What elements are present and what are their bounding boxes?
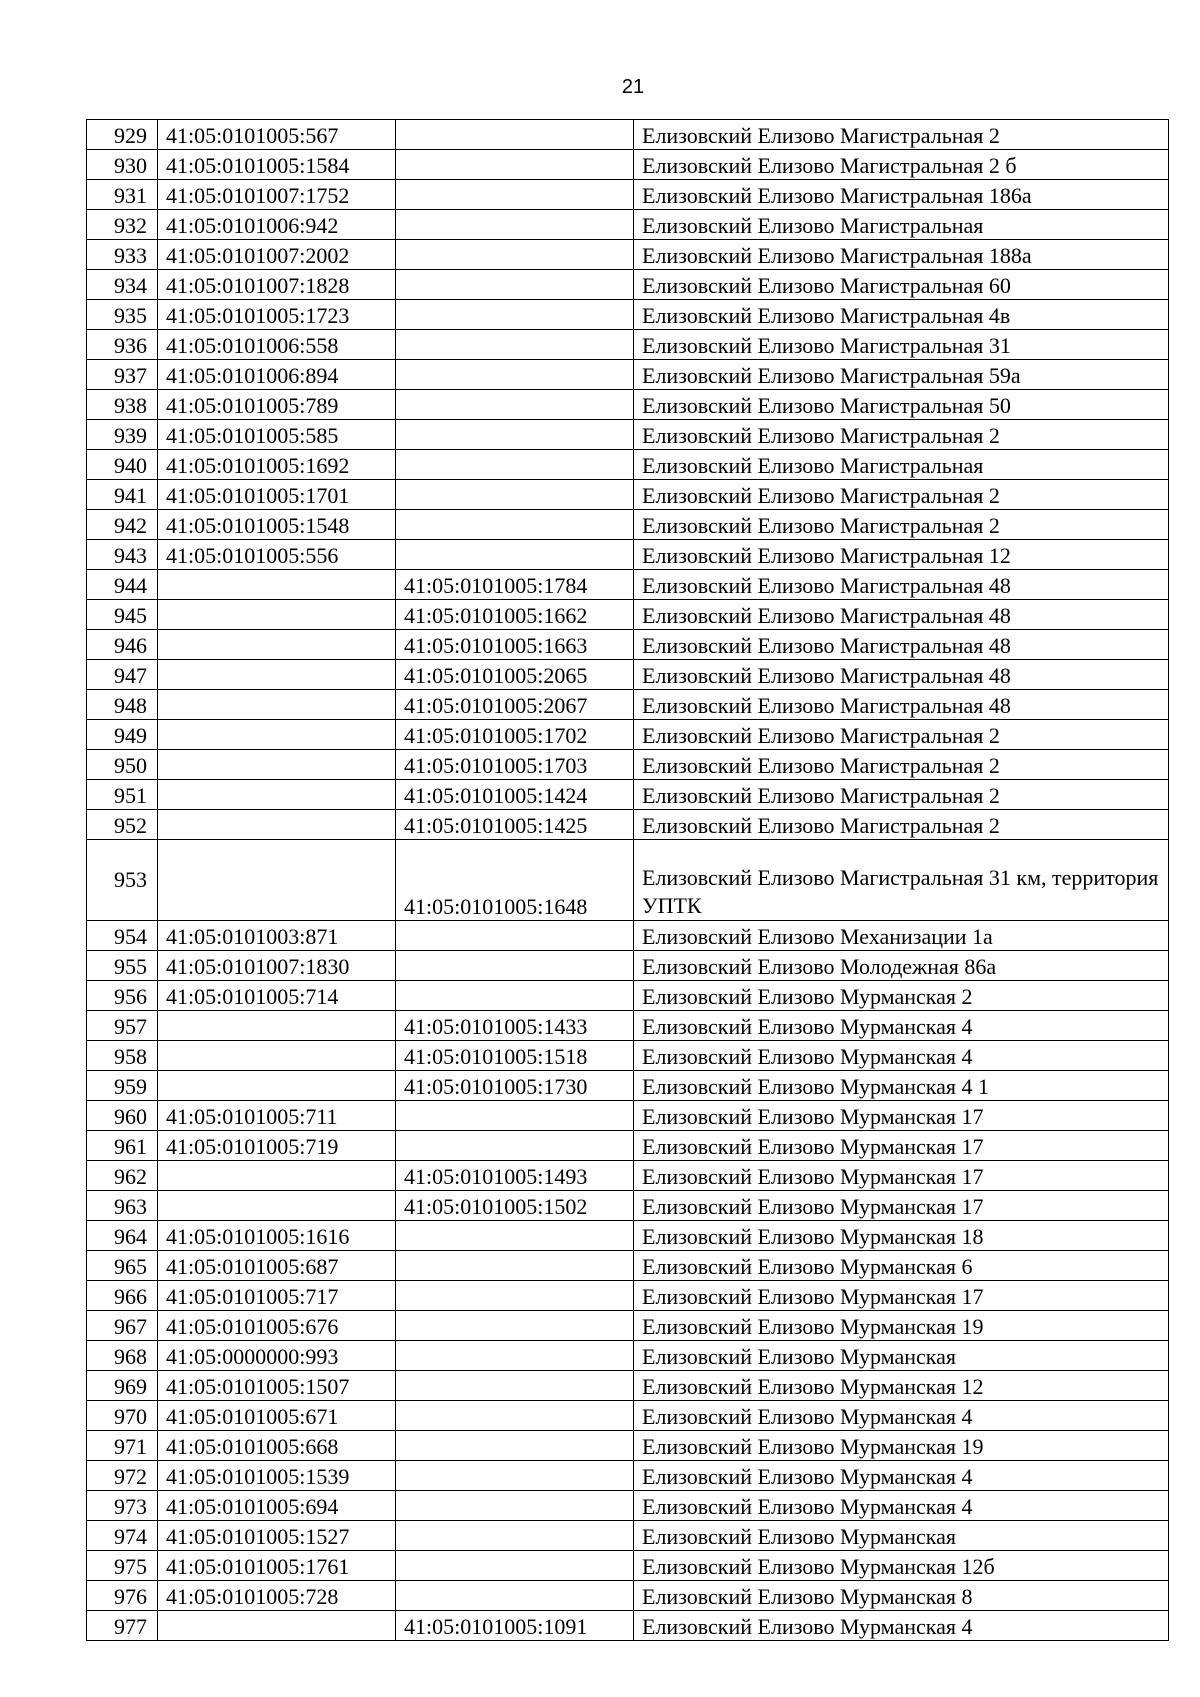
address-cell: Елизовский Елизово Магистральная 4в (634, 300, 1169, 330)
row-number-cell: 953 (87, 840, 158, 921)
related-cadastral-number-cell (396, 1221, 634, 1251)
related-cadastral-number-cell (396, 210, 634, 240)
related-cadastral-number-cell (396, 1581, 634, 1611)
cadastral-number-cell: 41:05:0101005:668 (158, 1431, 396, 1461)
cadastral-number-cell (158, 660, 396, 690)
row-number-cell: 931 (87, 180, 158, 210)
row-number-cell: 932 (87, 210, 158, 240)
row-number-cell: 959 (87, 1071, 158, 1101)
address-cell: Елизовский Елизово Мурманская 4 (634, 1461, 1169, 1491)
table-row (87, 450, 1169, 480)
row-number-cell: 967 (87, 1311, 158, 1341)
cadastral-number-cell: 41:05:0101005:687 (158, 1251, 396, 1281)
table-row (87, 1521, 1169, 1551)
table-row (87, 1251, 1169, 1281)
cadastral-number-cell: 41:05:0101005:671 (158, 1401, 396, 1431)
table-row (87, 840, 1169, 921)
row-number-cell: 940 (87, 450, 158, 480)
address-cell: Елизовский Елизово Магистральная 48 (634, 570, 1169, 600)
table-row (87, 270, 1169, 300)
related-cadastral-number-cell (396, 540, 634, 570)
cadastral-number-cell (158, 750, 396, 780)
registry-body (87, 120, 1169, 1641)
table-row (87, 390, 1169, 420)
cadastral-number-cell (158, 1611, 396, 1641)
address-cell: Елизовский Елизово Механизации 1а (634, 921, 1169, 951)
row-number-cell: 954 (87, 921, 158, 951)
address-cell: Елизовский Елизово Мурманская 4 (634, 1611, 1169, 1641)
related-cadastral-number-cell: 41:05:0101005:1493 (396, 1161, 634, 1191)
row-number-cell: 945 (87, 600, 158, 630)
related-cadastral-number-cell (396, 1251, 634, 1281)
related-cadastral-number-cell (396, 1551, 634, 1581)
row-number-cell: 968 (87, 1341, 158, 1371)
table-row (87, 570, 1169, 600)
cadastral-number-cell (158, 780, 396, 810)
related-cadastral-number-cell (396, 1491, 634, 1521)
related-cadastral-number-cell: 41:05:0101005:1502 (396, 1191, 634, 1221)
related-cadastral-number-cell: 41:05:0101005:1702 (396, 720, 634, 750)
related-cadastral-number-cell (396, 1311, 634, 1341)
related-cadastral-number-cell: 41:05:0101005:1433 (396, 1011, 634, 1041)
cadastral-number-cell: 41:05:0101005:1539 (158, 1461, 396, 1491)
cadastral-number-cell: 41:05:0101005:676 (158, 1311, 396, 1341)
address-cell: Елизовский Елизово Магистральная 59а (634, 360, 1169, 390)
cadastral-number-cell (158, 1191, 396, 1221)
table-row (87, 951, 1169, 981)
table-row (87, 1071, 1169, 1101)
cadastral-number-cell: 41:05:0101005:1761 (158, 1551, 396, 1581)
related-cadastral-number-cell (396, 420, 634, 450)
row-number-cell: 943 (87, 540, 158, 570)
cadastral-number-cell (158, 630, 396, 660)
table-row (87, 240, 1169, 270)
row-number-cell: 929 (87, 120, 158, 150)
row-number-cell: 938 (87, 390, 158, 420)
table-row (87, 600, 1169, 630)
row-number-cell: 962 (87, 1161, 158, 1191)
table-row (87, 630, 1169, 660)
registry-table (86, 119, 1169, 1641)
related-cadastral-number-cell (396, 1101, 634, 1131)
address-cell: Елизовский Елизово Мурманская 4 (634, 1041, 1169, 1071)
row-number-cell: 977 (87, 1611, 158, 1641)
address-cell: Елизовский Елизово Мурманская 18 (634, 1221, 1169, 1251)
cadastral-number-cell: 41:05:0101007:1830 (158, 951, 396, 981)
row-number-cell: 936 (87, 330, 158, 360)
table-row (87, 750, 1169, 780)
address-cell: Елизовский Елизово Магистральная 48 (634, 660, 1169, 690)
table-row (87, 330, 1169, 360)
address-cell: Елизовский Елизово Магистральная 48 (634, 600, 1169, 630)
row-number-cell: 958 (87, 1041, 158, 1071)
cadastral-number-cell: 41:05:0101007:1752 (158, 180, 396, 210)
related-cadastral-number-cell: 41:05:0101005:1091 (396, 1611, 634, 1641)
table-row (87, 1401, 1169, 1431)
cadastral-number-cell: 41:05:0101006:558 (158, 330, 396, 360)
table-row (87, 480, 1169, 510)
row-number-cell: 970 (87, 1401, 158, 1431)
address-cell: Елизовский Елизово Магистральная 2 (634, 420, 1169, 450)
cadastral-number-cell (158, 570, 396, 600)
row-number-cell: 964 (87, 1221, 158, 1251)
address-cell: Елизовский Елизово Магистральная 188а (634, 240, 1169, 270)
table-row (87, 1281, 1169, 1311)
table-row (87, 1371, 1169, 1401)
cadastral-number-cell: 41:05:0101005:714 (158, 981, 396, 1011)
related-cadastral-number-cell: 41:05:0101005:1703 (396, 750, 634, 780)
cadastral-number-cell: 41:05:0101005:1723 (158, 300, 396, 330)
related-cadastral-number-cell (396, 1431, 634, 1461)
table-row (87, 1221, 1169, 1251)
address-cell: Елизовский Елизово Мурманская 17 (634, 1101, 1169, 1131)
cadastral-number-cell: 41:05:0101005:1616 (158, 1221, 396, 1251)
address-cell: Елизовский Елизово Магистральная 12 (634, 540, 1169, 570)
address-cell: Елизовский Елизово Магистральная 2 (634, 780, 1169, 810)
related-cadastral-number-cell (396, 180, 634, 210)
row-number-cell: 952 (87, 810, 158, 840)
related-cadastral-number-cell: 41:05:0101005:1424 (396, 780, 634, 810)
table-row (87, 540, 1169, 570)
cadastral-number-cell: 41:05:0101007:2002 (158, 240, 396, 270)
address-cell: Елизовский Елизово Мурманская 2 (634, 981, 1169, 1011)
table-row (87, 1341, 1169, 1371)
cadastral-number-cell: 41:05:0101005:567 (158, 120, 396, 150)
row-number-cell: 965 (87, 1251, 158, 1281)
table-row (87, 150, 1169, 180)
address-cell: Елизовский Елизово Магистральная 2 (634, 510, 1169, 540)
cadastral-number-cell: 41:05:0101005:711 (158, 1101, 396, 1131)
table-row (87, 1131, 1169, 1161)
table-row (87, 810, 1169, 840)
table-row (87, 1491, 1169, 1521)
related-cadastral-number-cell (396, 981, 634, 1011)
table-row (87, 510, 1169, 540)
cadastral-number-cell: 41:05:0101005:694 (158, 1491, 396, 1521)
related-cadastral-number-cell: 41:05:0101005:2067 (396, 690, 634, 720)
cadastral-number-cell (158, 1161, 396, 1191)
cadastral-number-cell (158, 600, 396, 630)
row-number-cell: 944 (87, 570, 158, 600)
row-number-cell: 963 (87, 1191, 158, 1221)
table-row (87, 1101, 1169, 1131)
related-cadastral-number-cell (396, 360, 634, 390)
row-number-cell: 949 (87, 720, 158, 750)
address-cell: Елизовский Елизово Мурманская 17 (634, 1191, 1169, 1221)
related-cadastral-number-cell: 41:05:0101005:2065 (396, 660, 634, 690)
row-number-cell: 933 (87, 240, 158, 270)
row-number-cell: 974 (87, 1521, 158, 1551)
table-row (87, 180, 1169, 210)
address-cell: Елизовский Елизово Мурманская 19 (634, 1431, 1169, 1461)
row-number-cell: 956 (87, 981, 158, 1011)
row-number-cell: 972 (87, 1461, 158, 1491)
related-cadastral-number-cell (396, 1521, 634, 1551)
table-row (87, 210, 1169, 240)
row-number-cell: 969 (87, 1371, 158, 1401)
cadastral-number-cell: 41:05:0101006:894 (158, 360, 396, 390)
related-cadastral-number-cell (396, 480, 634, 510)
related-cadastral-number-cell (396, 450, 634, 480)
cadastral-number-cell: 41:05:0101005:717 (158, 1281, 396, 1311)
cadastral-number-cell: 41:05:0101006:942 (158, 210, 396, 240)
table-row (87, 1581, 1169, 1611)
table-row (87, 1551, 1169, 1581)
table-row (87, 300, 1169, 330)
address-cell: Елизовский Елизово Мурманская 4 (634, 1491, 1169, 1521)
row-number-cell: 971 (87, 1431, 158, 1461)
row-number-cell: 939 (87, 420, 158, 450)
related-cadastral-number-cell: 41:05:0101005:1663 (396, 630, 634, 660)
address-cell: Елизовский Елизово Магистральная (634, 210, 1169, 240)
cadastral-number-cell (158, 1011, 396, 1041)
table-row (87, 720, 1169, 750)
row-number-cell: 934 (87, 270, 158, 300)
related-cadastral-number-cell: 41:05:0101005:1784 (396, 570, 634, 600)
address-cell: Елизовский Елизово Магистральная 2 (634, 750, 1169, 780)
related-cadastral-number-cell: 41:05:0101005:1662 (396, 600, 634, 630)
row-number-cell: 955 (87, 951, 158, 981)
address-cell: Елизовский Елизово Мурманская 12б (634, 1551, 1169, 1581)
address-cell: Елизовский Елизово Магистральная 60 (634, 270, 1169, 300)
address-cell: Елизовский Елизово Магистральная 2 (634, 480, 1169, 510)
table-row (87, 1431, 1169, 1461)
address-cell: Елизовский Елизово Мурманская (634, 1521, 1169, 1551)
cadastral-number-cell: 41:05:0101003:871 (158, 921, 396, 951)
cadastral-number-cell: 41:05:0101005:1507 (158, 1371, 396, 1401)
related-cadastral-number-cell (396, 120, 634, 150)
row-number-cell: 941 (87, 480, 158, 510)
cadastral-number-cell (158, 1071, 396, 1101)
related-cadastral-number-cell (396, 1371, 634, 1401)
cadastral-number-cell (158, 810, 396, 840)
related-cadastral-number-cell (396, 390, 634, 420)
cadastral-number-cell: 41:05:0101005:1527 (158, 1521, 396, 1551)
table-row (87, 1011, 1169, 1041)
address-cell: Елизовский Елизово Магистральная 2 б (634, 150, 1169, 180)
table-row (87, 780, 1169, 810)
address-cell: Елизовский Елизово Мурманская (634, 1341, 1169, 1371)
cadastral-number-cell: 41:05:0101005:556 (158, 540, 396, 570)
row-number-cell: 930 (87, 150, 158, 180)
address-cell: Елизовский Елизово Магистральная 2 (634, 810, 1169, 840)
address-cell: Елизовский Елизово Магистральная 48 (634, 690, 1169, 720)
cadastral-number-cell (158, 840, 396, 921)
table-row (87, 1461, 1169, 1491)
address-cell: Елизовский Елизово Молодежная 86а (634, 951, 1169, 981)
cadastral-number-cell: 41:05:0101005:789 (158, 390, 396, 420)
table-row (87, 921, 1169, 951)
related-cadastral-number-cell (396, 510, 634, 540)
related-cadastral-number-cell (396, 330, 634, 360)
row-number-cell: 976 (87, 1581, 158, 1611)
related-cadastral-number-cell (396, 951, 634, 981)
table-row (87, 360, 1169, 390)
cadastral-number-cell: 41:05:0101005:1584 (158, 150, 396, 180)
table-row (87, 1311, 1169, 1341)
cadastral-number-cell: 41:05:0101005:719 (158, 1131, 396, 1161)
table-row (87, 420, 1169, 450)
table-row (87, 690, 1169, 720)
row-number-cell: 947 (87, 660, 158, 690)
address-cell: Елизовский Елизово Мурманская 6 (634, 1251, 1169, 1281)
address-cell: Елизовский Елизово Магистральная 186а (634, 180, 1169, 210)
cadastral-number-cell (158, 690, 396, 720)
cadastral-number-cell: 41:05:0000000:993 (158, 1341, 396, 1371)
table-row (87, 1041, 1169, 1071)
address-cell: Елизовский Елизово Магистральная (634, 450, 1169, 480)
related-cadastral-number-cell: 41:05:0101005:1518 (396, 1041, 634, 1071)
address-cell: Елизовский Елизово Магистральная 50 (634, 390, 1169, 420)
cadastral-number-cell (158, 1041, 396, 1071)
address-cell: Елизовский Елизово Мурманская 4 1 (634, 1071, 1169, 1101)
related-cadastral-number-cell (396, 1461, 634, 1491)
related-cadastral-number-cell: 41:05:0101005:1648 (396, 840, 634, 921)
row-number-cell: 950 (87, 750, 158, 780)
row-number-cell: 942 (87, 510, 158, 540)
address-cell: Елизовский Елизово Магистральная 2 (634, 720, 1169, 750)
related-cadastral-number-cell (396, 240, 634, 270)
address-cell: Елизовский Елизово Магистральная 48 (634, 630, 1169, 660)
row-number-cell: 966 (87, 1281, 158, 1311)
cadastral-number-cell: 41:05:0101005:585 (158, 420, 396, 450)
table-row (87, 1161, 1169, 1191)
cadastral-number-cell: 41:05:0101005:1692 (158, 450, 396, 480)
row-number-cell: 961 (87, 1131, 158, 1161)
related-cadastral-number-cell (396, 300, 634, 330)
row-number-cell: 935 (87, 300, 158, 330)
row-number-cell: 960 (87, 1101, 158, 1131)
row-number-cell: 973 (87, 1491, 158, 1521)
address-cell: Елизовский Елизово Магистральная 2 (634, 120, 1169, 150)
address-cell: Елизовский Елизово Мурманская 8 (634, 1581, 1169, 1611)
table-row (87, 1191, 1169, 1221)
address-cell: Елизовский Елизово Мурманская 12 (634, 1371, 1169, 1401)
row-number-cell: 948 (87, 690, 158, 720)
table-row (87, 981, 1169, 1011)
page-number: 21 (621, 76, 645, 98)
table-row (87, 660, 1169, 690)
address-cell: Елизовский Елизово Мурманская 17 (634, 1131, 1169, 1161)
address-cell: Елизовский Елизово Мурманская 4 (634, 1401, 1169, 1431)
cadastral-number-cell (158, 720, 396, 750)
row-number-cell: 951 (87, 780, 158, 810)
related-cadastral-number-cell (396, 150, 634, 180)
cadastral-number-cell: 41:05:0101007:1828 (158, 270, 396, 300)
address-cell: Елизовский Елизово Мурманская 17 (634, 1281, 1169, 1311)
cadastral-number-cell: 41:05:0101005:1701 (158, 480, 396, 510)
row-number-cell: 946 (87, 630, 158, 660)
address-cell: Елизовский Елизово Магистральная 31 (634, 330, 1169, 360)
related-cadastral-number-cell (396, 1401, 634, 1431)
address-cell: Елизовский Елизово Мурманская 19 (634, 1311, 1169, 1341)
cadastral-number-cell: 41:05:0101005:1548 (158, 510, 396, 540)
address-cell: Елизовский Елизово Мурманская 4 (634, 1011, 1169, 1041)
related-cadastral-number-cell (396, 1281, 634, 1311)
related-cadastral-number-cell: 41:05:0101005:1425 (396, 810, 634, 840)
row-number-cell: 937 (87, 360, 158, 390)
related-cadastral-number-cell (396, 921, 634, 951)
row-number-cell: 975 (87, 1551, 158, 1581)
table-row (87, 1611, 1169, 1641)
row-number-cell: 957 (87, 1011, 158, 1041)
related-cadastral-number-cell: 41:05:0101005:1730 (396, 1071, 634, 1101)
related-cadastral-number-cell (396, 270, 634, 300)
address-cell: Елизовский Елизово Магистральная 31 км, территория УПТК (634, 840, 1169, 921)
related-cadastral-number-cell (396, 1341, 634, 1371)
cadastral-number-cell: 41:05:0101005:728 (158, 1581, 396, 1611)
related-cadastral-number-cell (396, 1131, 634, 1161)
address-cell: Елизовский Елизово Мурманская 17 (634, 1161, 1169, 1191)
table-row (87, 120, 1169, 150)
